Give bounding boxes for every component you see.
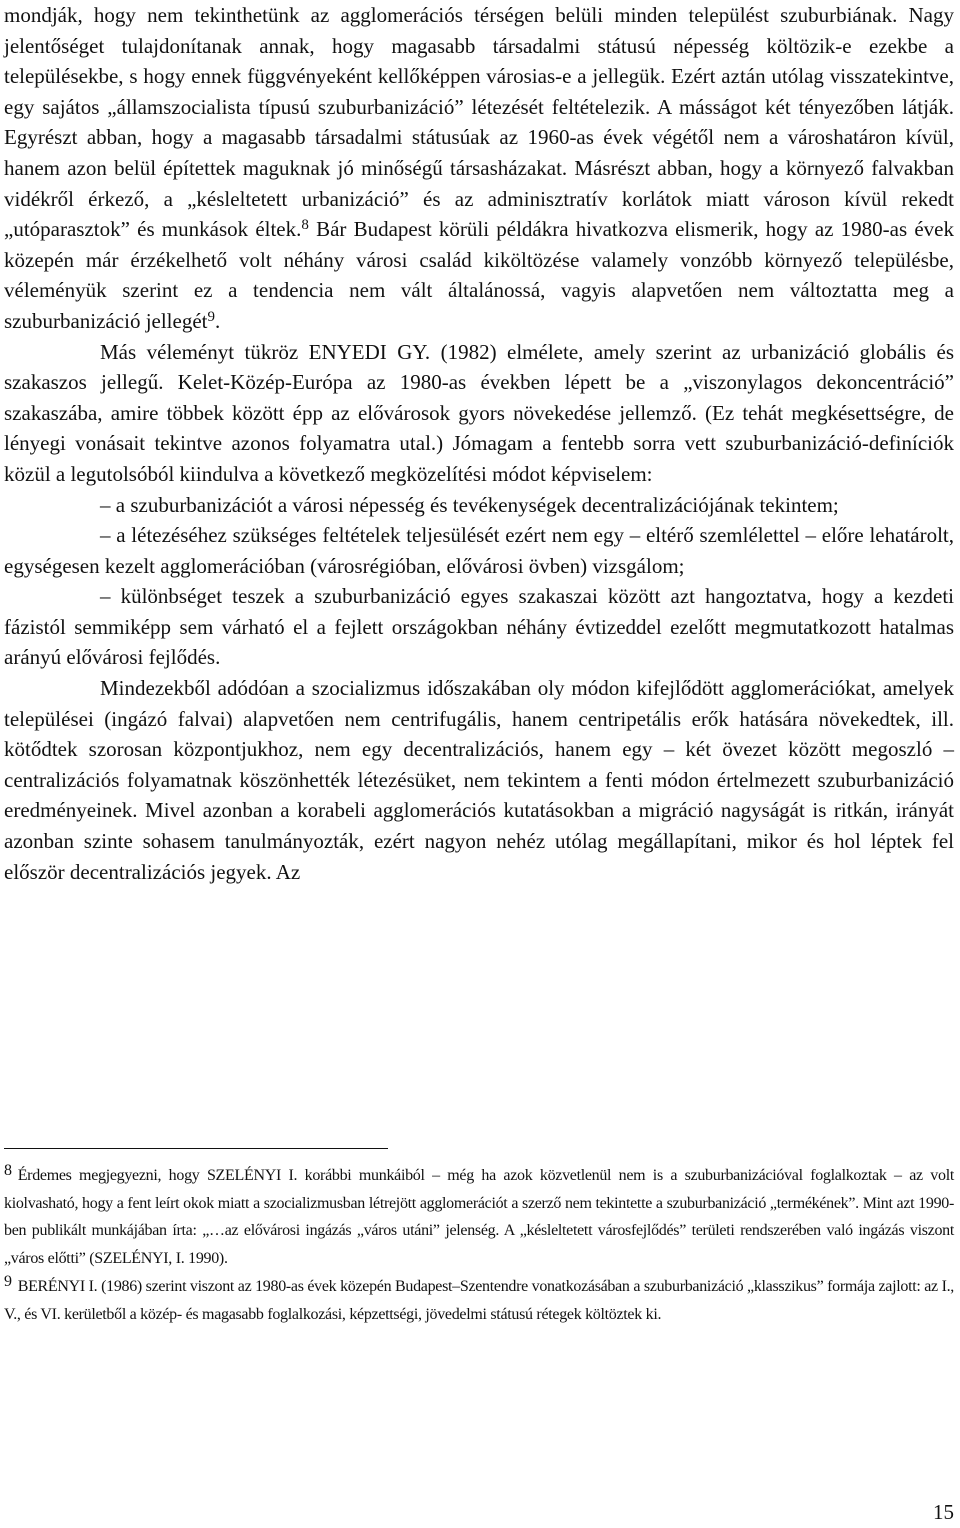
footnote-8 xyxy=(4,1162,954,1273)
list-item-1: – a szuburbanizációt a városi népesség és tevékenységek decentralizációjának tekintem; xyxy=(100,492,839,517)
paragraph-1 xyxy=(4,0,954,337)
page-number: 15 xyxy=(933,1500,954,1524)
list-item-3: – különbséget teszek a szuburbanizáció egyes szakaszai között azt hangoztatva, hogy a kezdeti fázistól semmiképp sem várható el a fejlett országokban néhány évtizeddel ezelőtt megmutatkozott hatalmas arányú elővárosi fejlődés. xyxy=(4,584,954,670)
footnote-ref-8[interactable]: 8 xyxy=(301,217,309,234)
footnote-9 xyxy=(4,1273,954,1328)
footnote-ref-9[interactable]: 9 xyxy=(207,308,215,325)
body-text xyxy=(4,0,954,887)
footnote-9-text: BERÉNYI I. (1986) szerint viszont az 1980-as évek közepén Budapest–Szentendre vonatkozásában a szuburbanizáció „klasszikus” formája zajlott: az I., V., és VI. kerületből a közép- és magasabb foglalkozási, képzettségi, jövedelmi státusú rétegek költöztek ki. xyxy=(4,1277,954,1323)
footnotes xyxy=(4,1162,954,1328)
paragraph-2: Más véleményt tükröz ENYEDI GY. (1982) elmélete, amely szerint az urbanizáció globális és szakaszos jellegű. Kelet-Közép-Európa az 1980-as években lépett be a „viszonylagos dekoncentráció” szakaszába, amire többek között épp az elővárosok gyors növekedése jellemző. (Ez tehát megkésettségre, de lényegi vonásait tekintve azonos folyamatra utal.) Jómagam a fentebb sorra vett szuburbanizáció-definíciók közül a legutolsóból kiindulva a következő megközelítési módot képviselem: xyxy=(4,339,954,486)
footnote-9-number: 9 xyxy=(4,1272,12,1290)
paragraph-1-continued: Bár Budapest körüli példákra hivatkozva elismerik, hogy az 1980-as évek közepén már érzékelhető volt néhány városi család kiköltözése valamely vonzóbb környező településbe, véleményük szerint ez a tendencia nem vált általánossá, vagyis alapvetően nem változtatta meg a szuburbanizáció jellegét xyxy=(4,217,954,333)
paragraph-3: Mindezekből adódóan a szocializmus időszakában oly módon kifejlődött agglomerációkat, amelyek települései (ingázó falvai) alapvetően nem centrifugális, hanem centripetális erők hatására növekedtek, ill. kötődtek szorosan központjukhoz, nem egy decentralizációs, hanem egy – két övezet között megoszló – centralizációs folyamatnak köszönhették létezésüket, nem tekintem a fenti módon értelmezett szuburbanizáció eredményeinek. Mivel azonban a korabeli agglomerációs kutatásokban a migráció nagyságát is ritkán, irányát azonban szinte sohasem tanulmányozták, ezért nagyon nehéz utólag megállapítani, mikor és hol léptek fel először decentralizációs jegyek. Az xyxy=(4,676,954,884)
paragraph-1-end: . xyxy=(215,308,221,333)
paragraph-1-text: mondják, hogy nem tekinthetünk az agglomerációs térségen belüli minden települést szuburbiának. Nagy jelentőséget tulajdonítanak annak, hogy magasabb társadalmi státusú népesség költözik-e ezekbe a településekbe, s hogy ennek függvényeként kellőképpen városias-e a jellegük. Ezért aztán utólag visszatekintve, egy sajátos „államszocialista típusú szuburbanizáció” létezését feltételezik. A másságot két tényezőben látják. Egyrészt abban, hogy a magasabb társadalmi státusúak az 1960-as évek végétől nem a városhatáron kívül, hanem azon belül építettek maguknak jó minőségű társasházakat. Másrészt abban, hogy a környező falvakban vidékről érkező, a „késleltetett urbanizáció” és az adminisztratív korlátok miatt városon kívül rekedt „utóparasztok” és munkások éltek. xyxy=(4,3,954,242)
footnote-separator xyxy=(4,1148,388,1149)
list-item-2: – a létezéséhez szükséges feltételek teljesülését ezért nem egy – eltérő szemlélettel – előre lehatárolt, egységesen kezelt agglomerációban (városrégióban, elővárosi övben) vizsgálom; xyxy=(4,523,954,578)
footnote-8-number: 8 xyxy=(4,1162,12,1179)
footnote-8-text: Érdemes megjegyezni, hogy SZELÉNYI I. korábbi munkáiból – még ha azok közvetlenül nem is a szuburbanizációval foglalkoztak – az volt kiolvasható, hogy a fent leírt okok miatt a szocializmusban létrejött agglomerációt a szerző nem tekintette a szuburbanizáció „termékének”. Mint azt 1990-ben publikált munkájában írta: „…az elővárosi ingázás „város utáni” jelenség. A „késleltetett városfejlődés” területi rendszerében való ingázás viszont „város előtti” (SZELÉNYI, I. 1990). xyxy=(4,1167,954,1268)
